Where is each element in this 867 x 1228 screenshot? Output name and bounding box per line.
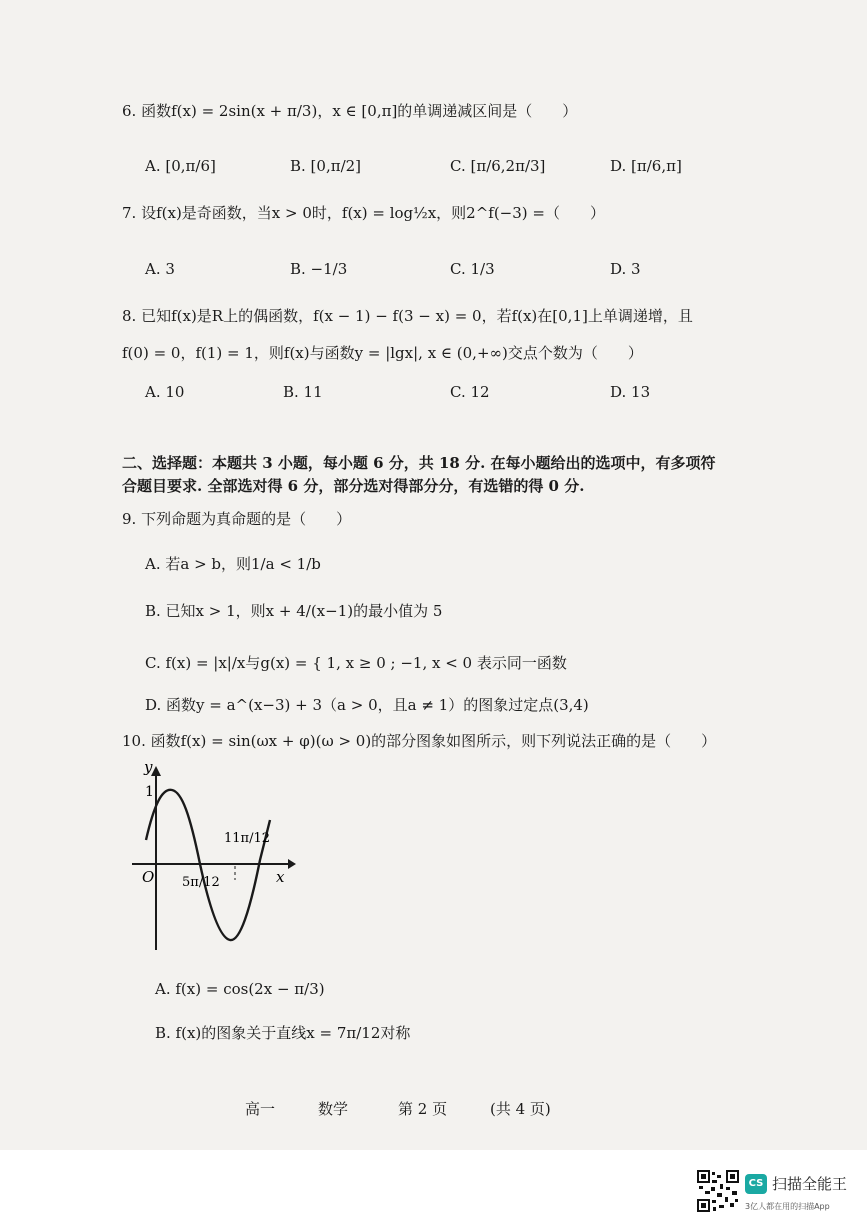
- x-axis-arrow-icon: [288, 859, 296, 869]
- q10-option-a: A. f(x) = cos(2x − π/3): [155, 980, 325, 998]
- x-axis-label: x: [276, 868, 285, 886]
- y-tick-label: 1: [145, 784, 154, 800]
- footer-subject: 数学: [318, 1100, 349, 1118]
- q9-option-b: B. 已知x > 1，则x + 4/(x−1)的最小值为 5: [145, 602, 443, 620]
- q8-option-b: B. 11: [283, 383, 323, 401]
- x-label-5pi-12: 5π/12: [182, 875, 220, 890]
- q7-option-c: C. 1/3: [450, 260, 495, 278]
- q6-option-c: C. [π/6,2π/3]: [450, 157, 546, 175]
- scanner-tagline: 3亿人都在用的扫描App: [745, 1202, 830, 1211]
- q9-stem: 9. 下列命题为真命题的是（ ）: [122, 510, 352, 528]
- q8-stem-line1: 8. 已知f(x)是R上的偶函数，f(x − 1) − f(3 − x) = 0，若f(x)在[0,1]上单调递增，且: [122, 307, 693, 325]
- y-axis-arrow-icon: [151, 766, 161, 776]
- q6-option-a: A. [0,π/6]: [145, 157, 216, 175]
- q9-option-d: D. 函数y = a^(x−3) + 3（a > 0，且a ≠ 1）的图象过定点(3,4): [145, 696, 589, 714]
- q9-option-a: A. 若a > b，则1/a < 1/b: [145, 555, 321, 573]
- q7-option-b: B. −1/3: [290, 260, 348, 278]
- q10-option-b: B. f(x)的图象关于直线x = 7π/12对称: [155, 1024, 411, 1042]
- qr-code-icon: [697, 1170, 739, 1212]
- q9-option-c: C. f(x) = |x|/x与g(x) = { 1, x ≥ 0 ; −1, x < 0 表示同一函数: [145, 654, 567, 672]
- q8-option-c: C. 12: [450, 383, 490, 401]
- q8-option-d: D. 13: [610, 383, 651, 401]
- scanner-app-name: 扫描全能王: [772, 1175, 848, 1193]
- q10-graph: [120, 760, 300, 960]
- q7-option-a: A. 3: [145, 260, 175, 278]
- camscanner-logo-icon: CS: [745, 1174, 767, 1194]
- q6-option-d: D. [π/6,π]: [610, 157, 682, 175]
- q6-option-b: B. [0,π/2]: [290, 157, 362, 175]
- origin-label: O: [142, 868, 155, 886]
- footer-grade: 高一: [245, 1100, 276, 1118]
- footer-page: 第 2 页: [398, 1100, 448, 1118]
- y-axis-label: y: [144, 760, 153, 776]
- x-label-11pi-12: 11π/12: [224, 831, 271, 846]
- section2-heading-line2: 合题目要求. 全部选对得 6 分，部分选对得部分分，有选错的得 0 分.: [122, 477, 585, 495]
- section2-heading-line1: 二、选择题：本题共 3 小题，每小题 6 分，共 18 分. 在每小题给出的选项中，有多项符: [122, 454, 716, 472]
- q7-option-d: D. 3: [610, 260, 641, 278]
- q10-stem: 10. 函数f(x) = sin(ωx + φ)(ω > 0)的部分图象如图所示，则下列说法正确的是（ ）: [122, 732, 717, 750]
- q7-stem: 7. 设f(x)是奇函数，当x > 0时，f(x) = log½x，则2^f(−3) =（ ）: [122, 204, 605, 222]
- q6-stem: 6. 函数f(x) = 2sin(x + π/3)，x ∈ [0,π]的单调递减区间是（ ）: [122, 102, 578, 120]
- footer-total: (共 4 页): [490, 1100, 551, 1118]
- q8-stem-line2: f(0) = 0，f(1) = 1，则f(x)与函数y = |lgx|, x ∈ (0,+∞)交点个数为（ ）: [122, 344, 643, 362]
- q8-option-a: A. 10: [145, 383, 185, 401]
